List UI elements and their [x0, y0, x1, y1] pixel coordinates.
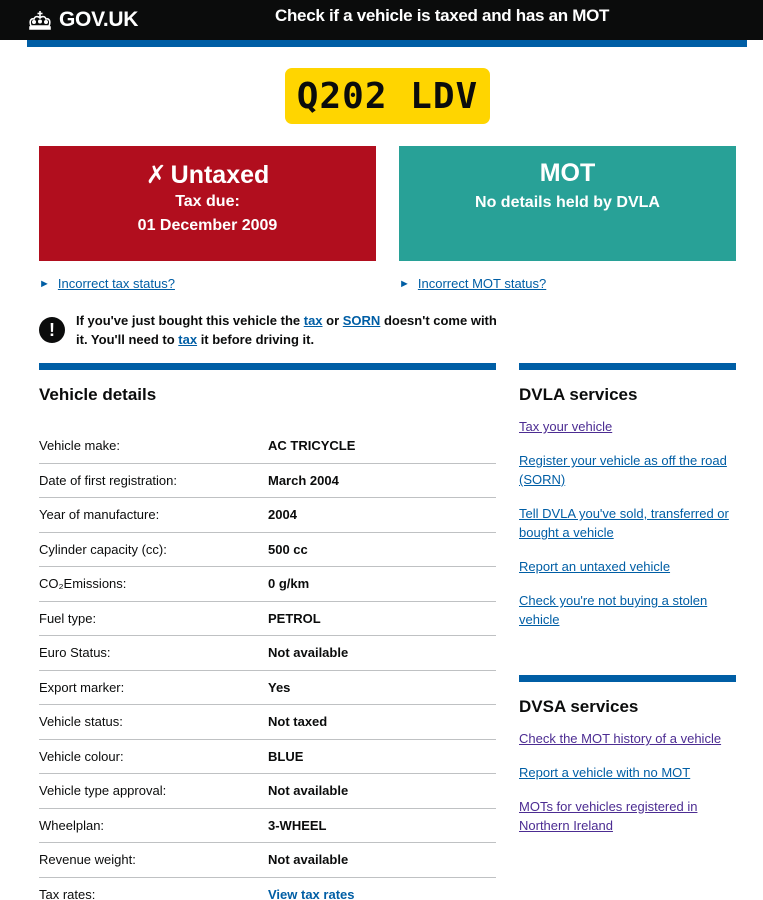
detail-value: Not available: [268, 645, 349, 661]
detail-value: Yes: [268, 679, 291, 695]
detail-label: Vehicle make:: [39, 438, 120, 454]
detail-row: [39, 498, 496, 533]
detail-row: [39, 533, 496, 568]
detail-value: BLUE: [268, 748, 304, 764]
detail-value: PETROL: [268, 610, 321, 626]
warning-text-part: If you've just bought this vehicle the: [76, 313, 304, 328]
detail-row: [39, 602, 496, 637]
tax-status-title: [39, 160, 376, 190]
service-name-link[interactable]: Check if a vehicle is taxed and has an MOT: [275, 6, 610, 25]
detail-label: Tax rates:: [39, 886, 96, 900]
detail-label: Vehicle colour:: [39, 748, 124, 764]
tax-due-label: Tax due:: [175, 193, 240, 210]
detail-label: Vehicle type approval:: [39, 783, 167, 799]
detail-row: [39, 464, 496, 499]
detail-row: [39, 705, 496, 740]
detail-value: March 2004: [268, 472, 339, 488]
vehicle-details-title: Vehicle details: [39, 385, 157, 404]
mot-status-panel: [399, 146, 736, 261]
tax-status-panel: [39, 146, 376, 261]
warning-text-part: it before driving it.: [197, 332, 315, 347]
triangle-right-icon: ►: [39, 277, 50, 290]
dvsa-services-section: [519, 675, 736, 850]
detail-label: Revenue weight:: [39, 852, 136, 868]
tax-link[interactable]: tax: [303, 313, 323, 328]
dvla-services-title: DVLA services: [519, 385, 638, 404]
vehicle-details-section: [39, 363, 496, 900]
detail-label: CO₂Emissions:: [39, 576, 127, 592]
triangle-right-icon: ►: [399, 277, 410, 290]
tell-dvla-sold-link[interactable]: Tell DVLA you've sold, transferred or bought a vehicle: [519, 506, 729, 540]
detail-row: [39, 429, 496, 464]
detail-value: Not taxed: [268, 714, 328, 730]
incorrect-tax-link[interactable]: Incorrect tax status?: [57, 276, 175, 291]
detail-label: Euro Status:: [39, 645, 111, 661]
report-no-mot-link[interactable]: Report a vehicle with no MOT: [519, 765, 691, 780]
sorn-link[interactable]: SORN: [342, 313, 381, 328]
mot-status-title: MOT: [539, 159, 596, 187]
detail-row: [39, 740, 496, 775]
dvla-services-section: [519, 363, 736, 644]
detail-label: Cylinder capacity (cc):: [39, 541, 167, 557]
incorrect-tax-toggle[interactable]: [39, 276, 175, 291]
incorrect-mot-toggle[interactable]: [399, 276, 546, 291]
logo-text: GOV.UK: [59, 8, 139, 31]
dvsa-services-title: DVSA services: [519, 697, 639, 716]
detail-row: [39, 567, 496, 602]
detail-row: [39, 636, 496, 671]
mot-northern-ireland-link[interactable]: MOTs for vehicles registered in Northern Ireland: [519, 799, 698, 833]
detail-value: 0 g/km: [268, 576, 310, 592]
check-stolen-link[interactable]: Check you're not buying a stolen vehicle: [519, 593, 708, 627]
detail-row: [39, 878, 496, 900]
incorrect-mot-link[interactable]: Incorrect MOT status?: [417, 276, 547, 291]
detail-label: Year of manufacture:: [39, 507, 160, 523]
detail-row: [39, 843, 496, 878]
warning-text-part: doesn't come with it. You'll need to: [76, 313, 497, 347]
detail-value: 2004: [268, 507, 297, 523]
detail-label: Vehicle status:: [39, 714, 123, 730]
tax-status-text: Untaxed: [170, 161, 270, 189]
detail-row: [39, 809, 496, 844]
detail-value: Not available: [268, 852, 349, 868]
mot-status-detail: No details held by DVLA: [475, 194, 660, 211]
detail-label: Wheelplan:: [39, 817, 105, 833]
detail-value: 500 cc: [268, 541, 308, 557]
govuk-logo-link[interactable]: [27, 8, 138, 32]
crown-icon: [27, 9, 53, 31]
detail-value: [268, 887, 354, 900]
site-header: [0, 0, 763, 40]
exclamation-icon: !: [39, 317, 65, 343]
report-untaxed-link[interactable]: Report an untaxed vehicle: [519, 559, 671, 574]
tax-due-date: 01 December 2009: [137, 217, 278, 234]
warning-notice: [39, 311, 499, 349]
detail-value: AC TRICYCLE: [268, 438, 356, 454]
section-blue-bar: [519, 363, 736, 370]
registration-plate: Q202 LDV: [285, 68, 490, 124]
warning-text-part: or: [322, 313, 343, 328]
section-blue-bar: [39, 363, 496, 370]
view-tax-rates-link[interactable]: View tax rates: [268, 886, 355, 900]
tax-link[interactable]: tax: [178, 332, 198, 347]
section-blue-bar: [519, 675, 736, 682]
tax-your-vehicle-link[interactable]: Tax your vehicle: [519, 419, 613, 434]
detail-label: Export marker:: [39, 679, 125, 695]
detail-value: 3-WHEEL: [268, 817, 327, 833]
detail-label: Date of first registration:: [39, 472, 177, 488]
mot-history-link[interactable]: Check the MOT history of a vehicle: [519, 731, 722, 746]
cross-icon: ✗: [145, 161, 167, 189]
detail-row: [39, 671, 496, 706]
detail-label: Fuel type:: [39, 610, 97, 626]
warning-text: [76, 311, 499, 349]
header-blue-bar: [27, 40, 747, 47]
detail-row: [39, 774, 496, 809]
register-sorn-link[interactable]: Register your vehicle as off the road (SORN): [519, 453, 727, 487]
detail-value: Not available: [268, 783, 349, 799]
